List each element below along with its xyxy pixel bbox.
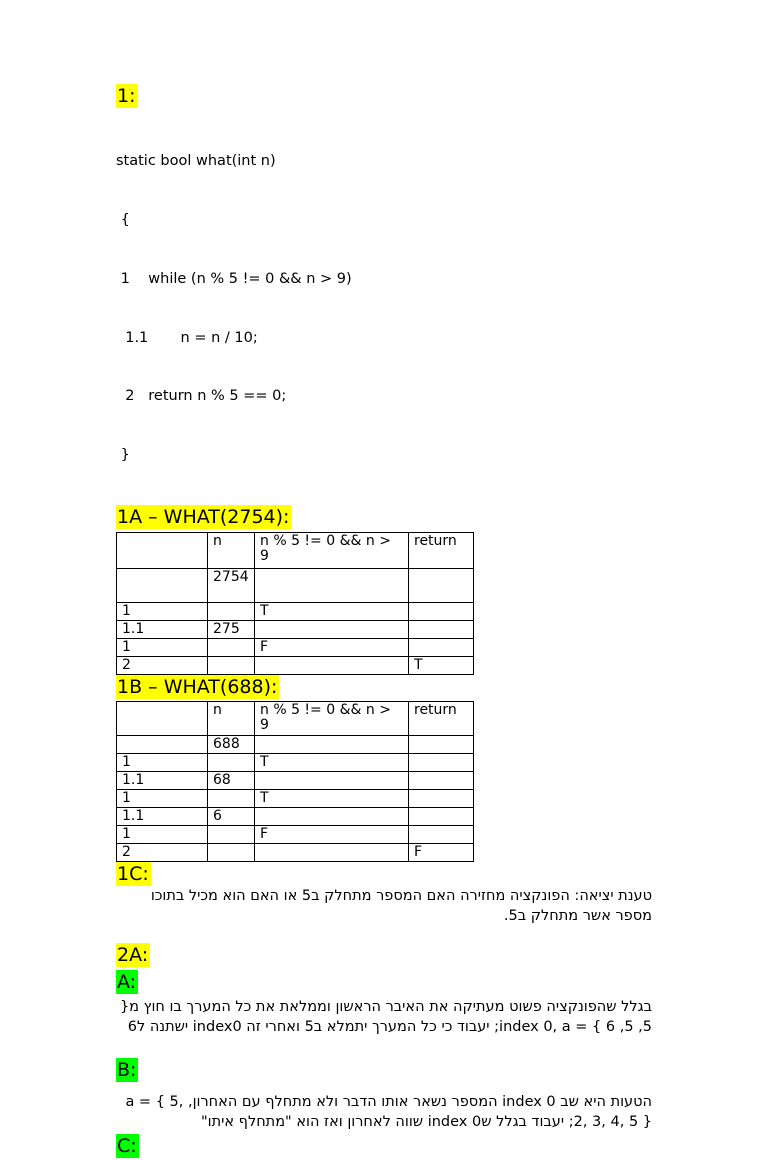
table-header-cell [117, 701, 208, 735]
code-line: static bool what(int n) [116, 153, 276, 170]
table-cell: 1 [117, 789, 208, 807]
q1c-heading: 1C: [117, 862, 149, 885]
code-block [116, 113, 652, 505]
code-line: { [116, 211, 130, 228]
part-a-heading: A: [117, 970, 137, 993]
table-cell: 1 [117, 602, 208, 620]
table-cell: 1.1 [117, 620, 208, 638]
table-cell [208, 753, 255, 771]
q1c-answer: טענת יציאה: הפונקציה מחזירה האם המספר מתחלק ב5 או האם הוא מכיל בתוכו מספר אשר מתחלק ב5. [150, 887, 652, 924]
table-header-row [117, 532, 474, 568]
table-header-cell: n % 5 != 0 && n > 9 [255, 532, 409, 568]
table-cell [255, 568, 409, 602]
table-header-cell: n % 5 != 0 && n > 9 [255, 701, 409, 735]
table-cell: 1.1 [117, 807, 208, 825]
part-c-heading: C: [117, 1134, 137, 1157]
table-cell: 68 [208, 771, 255, 789]
table-cell: F [409, 843, 474, 861]
code-line: 1 while (n % 5 != 0 && n > 9) [116, 270, 352, 287]
table-header-cell [117, 532, 208, 568]
q2a-heading: 2A: [117, 943, 149, 966]
table-header-cell: return [409, 701, 474, 735]
table-row [117, 638, 474, 656]
trace-table-1b [116, 701, 474, 862]
table-row [117, 735, 474, 753]
code-line: 2 return n % 5 == 0; [116, 388, 287, 405]
table-cell [409, 735, 474, 753]
table-row [117, 771, 474, 789]
table-header-cell: n [208, 532, 255, 568]
table-row [117, 656, 474, 674]
table-cell [208, 825, 255, 843]
table-cell [208, 638, 255, 656]
table-cell: 2 [117, 843, 208, 861]
table-cell: 1 [117, 825, 208, 843]
table-header-cell: n [208, 701, 255, 735]
table-row [117, 807, 474, 825]
table-row [117, 825, 474, 843]
table-cell [409, 753, 474, 771]
part-b-answer: הטעות היא שב index 0 המספר נשאר אותו הדבר ולא מתחלף עם האחרון, a = { 5, 2, 3, 4, 5 }; יעבוד בגלל שindex 0 שווה לאחרון ואז הוא "מתחלף איתו" [125, 1093, 652, 1130]
table-cell [409, 568, 474, 602]
table-cell: T [255, 602, 409, 620]
table-cell [117, 568, 208, 602]
table-cell [409, 638, 474, 656]
table-header-cell: return [409, 532, 474, 568]
table-cell: 2754 [208, 568, 255, 602]
table-cell: 1 [117, 638, 208, 656]
table-header-row [117, 701, 474, 735]
table-cell: 275 [208, 620, 255, 638]
table-cell [208, 789, 255, 807]
q1b-heading: 1B – WHAT(688): [117, 675, 278, 698]
part-a-answer: בגלל שהפונקציה פשוט מעתיקה את האיבר הראשון וממלאת את כל המערך בו חוץ מ{ 5, 5, 6 } = index 0, a; יעבוד כי כל המערך יתמלא ב5 ואחרי זה index0 ישתנה ל6 [119, 998, 652, 1035]
table-row [117, 789, 474, 807]
q1-heading: 1: [117, 85, 136, 107]
table-cell: 2 [117, 656, 208, 674]
q1a-heading: 1A – WHAT(2754): [117, 505, 290, 528]
table-row [117, 843, 474, 861]
table-cell [255, 771, 409, 789]
document-page [116, 84, 652, 1160]
table-cell [409, 789, 474, 807]
table-cell [208, 602, 255, 620]
table-row [117, 602, 474, 620]
table-cell: 1 [117, 753, 208, 771]
table-cell [255, 656, 409, 674]
table-cell [117, 735, 208, 753]
table-cell: F [255, 638, 409, 656]
table-row [117, 620, 474, 638]
table-cell [409, 620, 474, 638]
table-cell [255, 620, 409, 638]
table-cell [255, 807, 409, 825]
table-cell [208, 656, 255, 674]
code-line: } [116, 447, 130, 464]
table-cell [255, 843, 409, 861]
table-cell: 1.1 [117, 771, 208, 789]
part-b-heading: B: [117, 1058, 137, 1081]
trace-table-1a [116, 532, 474, 675]
code-line: 1.1 n = n / 10; [116, 329, 258, 346]
table-cell [409, 771, 474, 789]
table-cell [409, 602, 474, 620]
table-cell: T [255, 753, 409, 771]
table-cell: F [255, 825, 409, 843]
table-cell [255, 735, 409, 753]
table-cell [409, 825, 474, 843]
table-cell [409, 807, 474, 825]
table-cell [208, 843, 255, 861]
table-cell: 688 [208, 735, 255, 753]
table-row [117, 568, 474, 602]
table-cell: T [255, 789, 409, 807]
table-row [117, 753, 474, 771]
table-cell: T [409, 656, 474, 674]
table-cell: 6 [208, 807, 255, 825]
